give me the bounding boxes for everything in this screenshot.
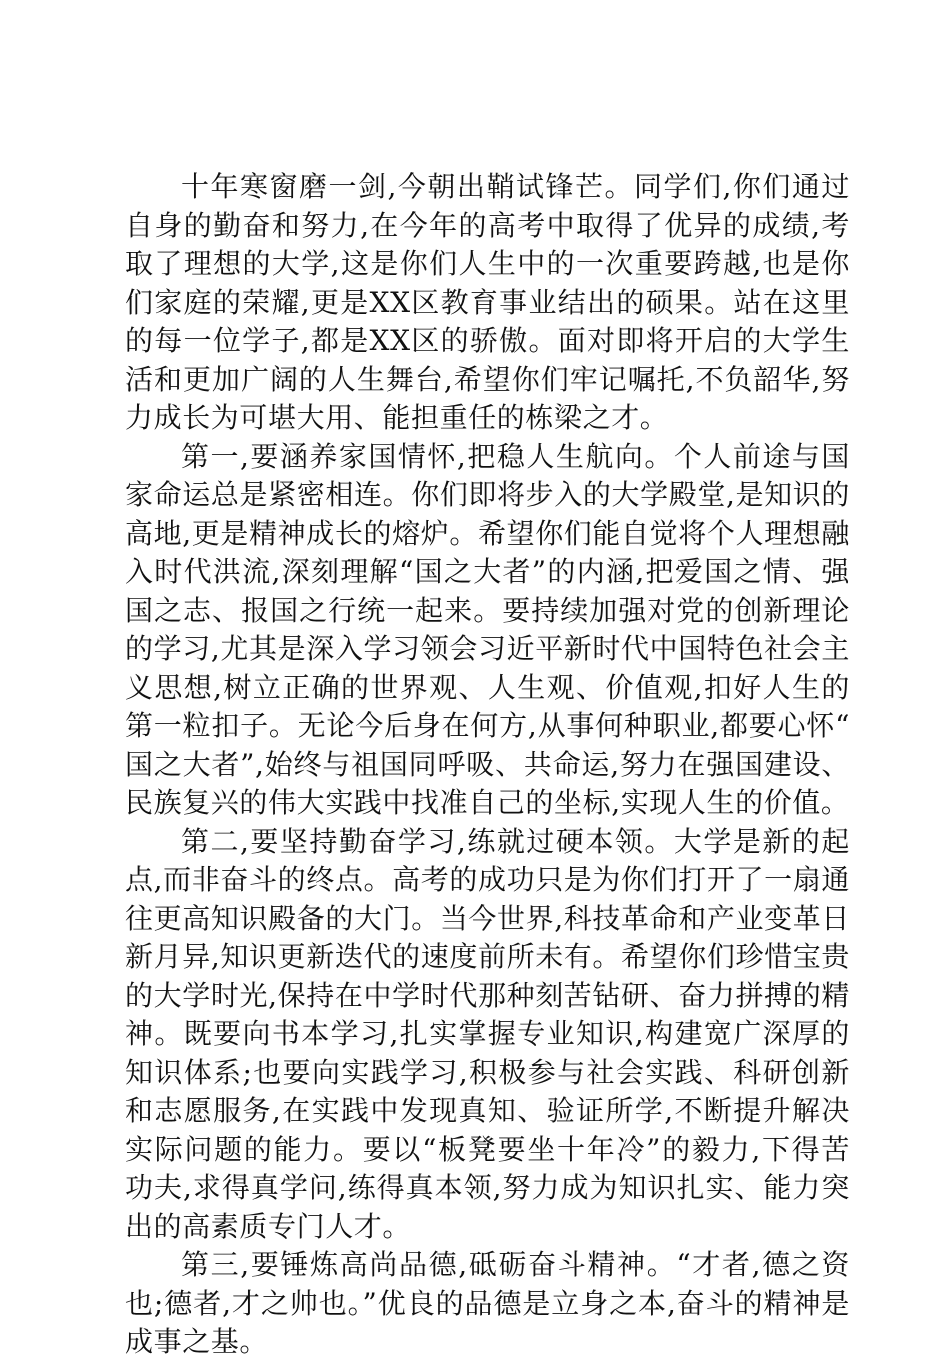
paragraph-second-point: 第二,要坚持勤奋学习,练就过硬本领。大学是新的起点,而非奋斗的终点。高考的成功只是为你们打开了一扇通往更高知识殿备的大门。当今世界,科技革命和产业变革日新月异,知识更新迭代的速度前所未有。希望你们珍惜宝贵的大学时光,保持在中学时代那种刻苦钻研、奋力拼搏的精神。既要向书本学习,扎实掌握专业知识,构建宽广深厚的知识体系;也要向实践学习,积极参与社会实践、科研创新和志愿服务,在实践中发现真知、验证所学,不断提升解决实际问题的能力。要以“板凳要坐十年冷”的毅力,下得苦功夫,求得真学问,练得真本领,努力成为知识扎实、能力突出的高素质专门人才。 <box>125 824 850 1243</box>
paragraph-intro: 十年寒窗磨一剑,今朝出鞘试锋芒。同学们,你们通过自身的勤奋和努力,在今年的高考中取得了优异的成绩,考取了理想的大学,这是你们人生中的一次重要跨越,也是你们家庭的荣耀,更是XX区教育事业结出的硕果。站在这里的每一位学子,都是XX区的骄傲。面对即将开启的大学生活和更加广阔的人生舞台,希望你们牢记嘱托,不负韶华,努力成长为可堪大用、能担重任的栋梁之才。 <box>125 170 850 434</box>
paragraph-third-point: 第三,要锤炼高尚品德,砥砺奋斗精神。“才者,德之资也;德者,才之帅也。”优良的品德是立身之本,奋斗的精神是成事之基。 <box>125 1248 850 1358</box>
document-body <box>125 168 850 1362</box>
paragraph-first-point: 第一,要涵养家国情怀,把稳人生航向。个人前途与国家命运总是紧密相连。你们即将步入的大学殿堂,是知识的高地,更是精神成长的熔炉。希望你们能自觉将个人理想融入时代洪流,深刻理解“国之大者”的内涵,把爱国之情、强国之志、报国之行统一起来。要持续加强对党的创新理论的学习,尤其是深入学习领会习近平新时代中国特色社会主义思想,树立正确的世界观、人生观、价值观,扣好人生的第一粒扣子。无论今后身在何方,从事何种职业,都要心怀“国之大者”,始终与祖国同呼吸、共命运,努力在强国建设、民族复兴的伟大实践中找准自己的坐标,实现人生的价值。 <box>125 439 850 819</box>
